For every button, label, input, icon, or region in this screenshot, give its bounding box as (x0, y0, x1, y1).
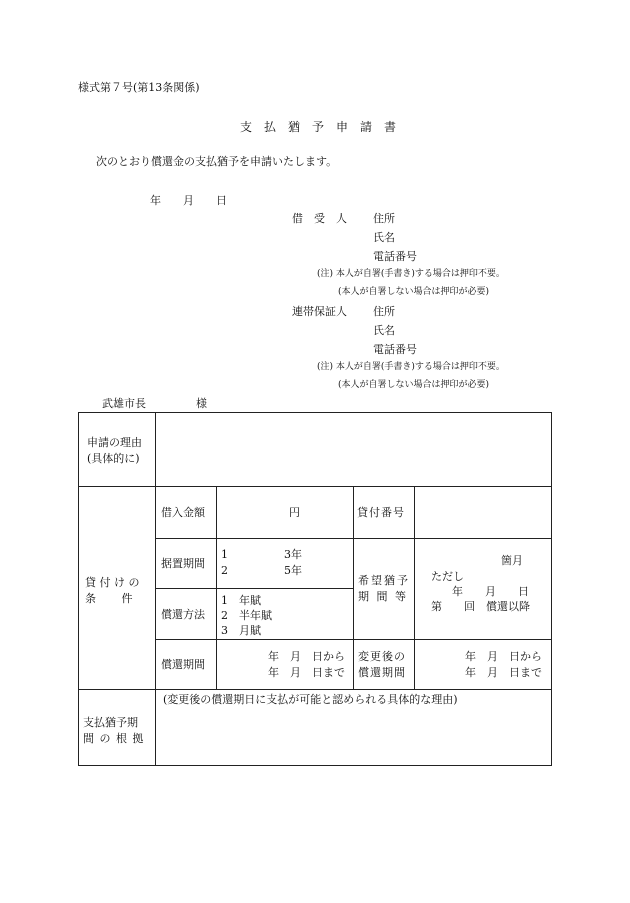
however-text: ただし (431, 570, 464, 583)
row-divider (79, 689, 551, 690)
borrower-seal-note-2: (本人が自署しない場合は押印が必要) (338, 287, 490, 297)
intro-text: 次のとおり償還金の支払猶予を申請いたします。 (96, 155, 338, 168)
basis-label: 支払猶予期 (83, 716, 138, 729)
application-date: 年 月 日 (150, 194, 227, 207)
grace-period-label: 据置期間 (161, 557, 205, 570)
desired-period-label: 希望猶予 (358, 574, 410, 587)
borrower-phone-label: 電話番号 (373, 250, 417, 263)
form-number: 様式第７号(第13条関係) (78, 81, 200, 94)
months-unit: 箇月 (501, 554, 523, 567)
form-title: 支 払 猶 予 申 請 書 (240, 120, 397, 134)
borrower-role: 借 受 人 (292, 212, 347, 225)
addressee-honorific: 様 (196, 397, 207, 410)
changed-period-label-sub: 償還期間 (358, 666, 406, 679)
loan-amount-label: 借入金額 (161, 506, 205, 519)
borrower-seal-note: (注) 本人が自署(手書き)する場合は押印不要。 (317, 269, 505, 279)
reason-label: 申請の理由 (87, 436, 142, 449)
loan-number-field[interactable] (415, 487, 551, 538)
loan-number-label: 貸付番号 (357, 506, 405, 519)
grace-option-1-number: 1 (221, 548, 228, 561)
guarantor-phone-label: 電話番号 (373, 343, 417, 356)
conditions-label-sub: 条 件 (85, 592, 133, 605)
repayment-period-label: 償還期間 (161, 658, 205, 671)
deferral-installment: 第 回 償還以降 (431, 600, 530, 613)
repayment-method-label: 償還方法 (161, 608, 205, 621)
guarantor-seal-note-2: (本人が自署しない場合は押印が必要) (338, 380, 490, 390)
desired-period-label-sub: 期 間 等 (358, 590, 408, 603)
grace-option-2-value: 5年 (284, 564, 302, 577)
basis-note: (変更後の償還期日に支払が可能と認められる具体的な理由) (163, 693, 458, 706)
method-option-monthly: 3 月賦 (221, 624, 261, 637)
application-table (78, 412, 552, 766)
deferral-start-date: 年 月 日 (452, 585, 529, 598)
borrower-address-label: 住所 (373, 212, 395, 225)
method-option-semiannual: 2 半年賦 (221, 609, 272, 622)
conditions-label: 貸 付 け の (85, 576, 140, 589)
borrower-name-label: 氏名 (373, 231, 395, 244)
reason-field[interactable] (157, 414, 550, 485)
guarantor-name-label: 氏名 (373, 324, 395, 337)
guarantor-seal-note: (注) 本人が自署(手書き)する場合は押印不要。 (317, 362, 505, 372)
repayment-period-to: 年 月 日まで (268, 666, 345, 679)
yen-unit: 円 (289, 506, 300, 519)
grace-option-1-value: 3年 (284, 548, 302, 561)
row-divider (155, 588, 353, 589)
guarantor-role: 連帯保証人 (292, 305, 347, 318)
guarantor-address-label: 住所 (373, 305, 395, 318)
addressee-name: 武雄市長 (102, 397, 146, 410)
column-divider (155, 413, 156, 765)
changed-period-to: 年 月 日まで (465, 666, 542, 679)
basis-label-sub: 間 の 根 拠 (83, 732, 145, 745)
basis-field[interactable] (157, 708, 550, 764)
changed-period-label: 変更後の (358, 650, 406, 663)
method-option-annual: 1 年賦 (221, 594, 261, 607)
repayment-period-from: 年 月 日から (268, 650, 345, 663)
loan-amount-field[interactable] (217, 487, 353, 538)
reason-label-sub: (具体的に) (87, 452, 140, 465)
changed-period-from: 年 月 日から (465, 650, 542, 663)
column-divider (353, 486, 354, 689)
grace-option-2-number: 2 (221, 564, 228, 577)
